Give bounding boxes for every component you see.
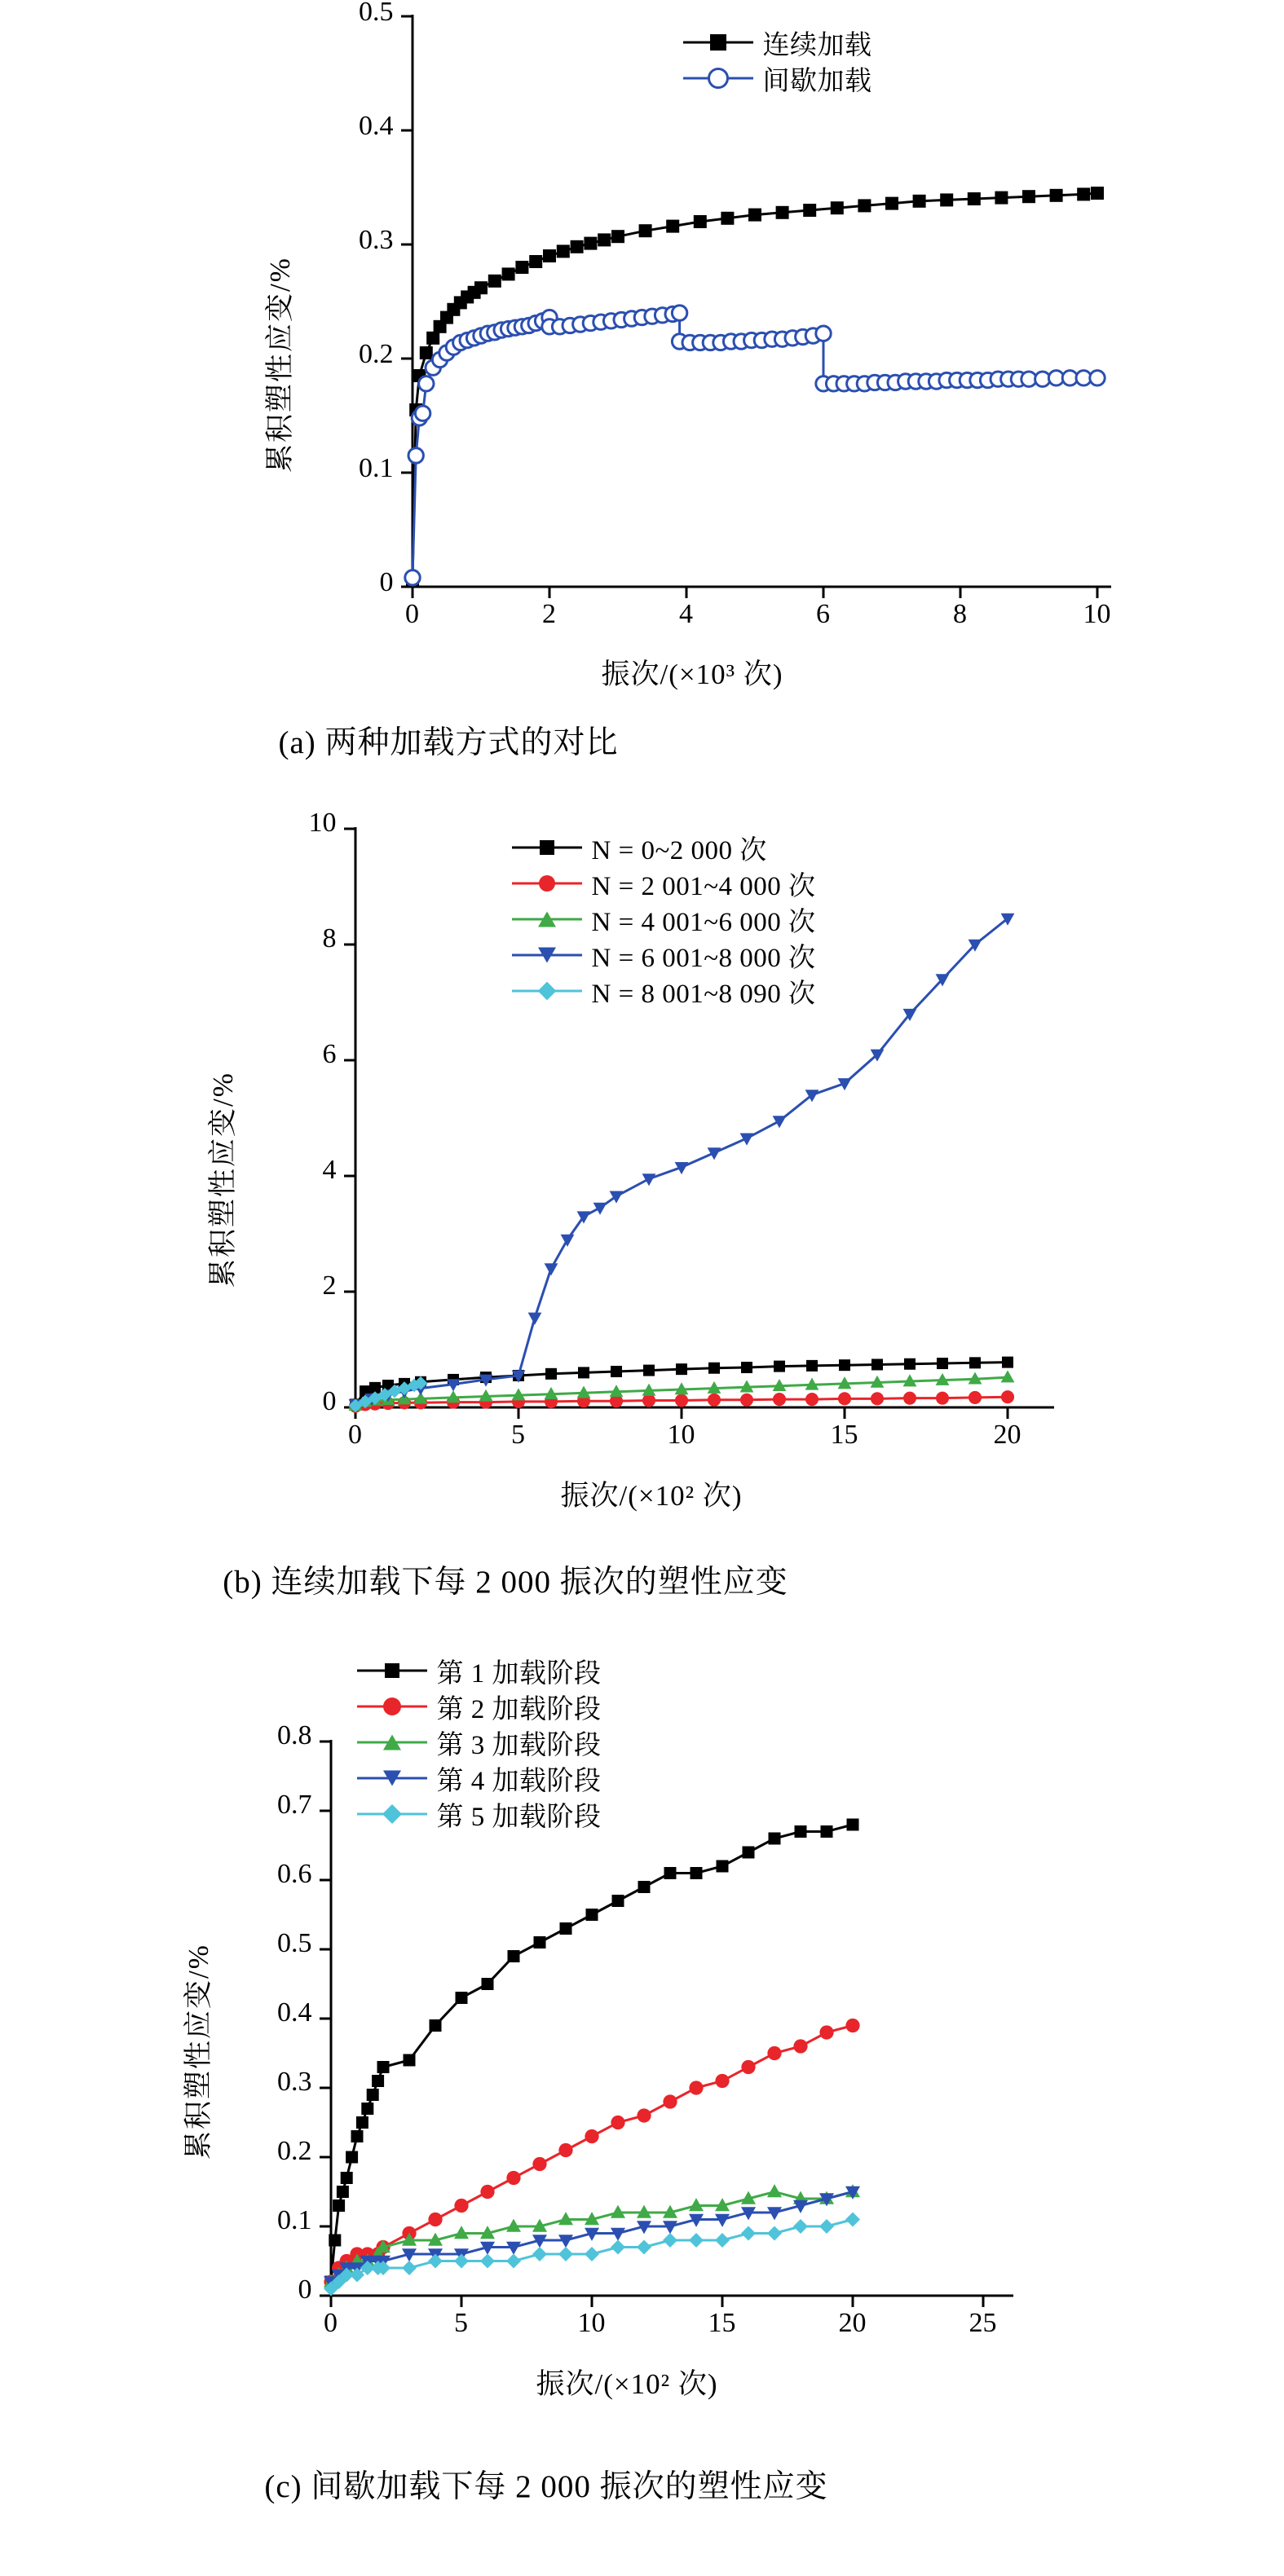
figure-b-xtick: 5 (511, 1420, 525, 1450)
figure-c-xtick: 15 (708, 2308, 736, 2338)
legend-marker-square-icon (683, 24, 753, 60)
figure-b-xtick: 0 (348, 1420, 362, 1450)
legend-item (357, 1653, 602, 1689)
legend-marker-triangle-down-icon (357, 1760, 427, 1796)
legend-marker-square-icon (357, 1653, 427, 1689)
figure-c-xtick: 25 (969, 2308, 997, 2338)
figure-c-plot (113, 1638, 1172, 2339)
legend-item (512, 830, 816, 865)
figure-b-ytick: 8 (322, 923, 337, 953)
figure-c-ytick: 0.6 (277, 1859, 312, 1889)
figure-c-ytick: 0 (298, 2274, 312, 2305)
legend-label: 连续加载 (762, 30, 872, 60)
figure-b-ytick: 2 (322, 1270, 337, 1301)
legend-marker-diamond-icon (512, 973, 582, 1009)
legend-marker-triangle-down-icon (512, 937, 582, 973)
legend-label: N = 4 001~6 000 次 (591, 907, 816, 937)
figure-a-xtick: 4 (679, 599, 693, 629)
figure-a-x-axis-label: 振次/(×10³ 次) (601, 658, 783, 690)
figure-b (0, 799, 1284, 1638)
series-1 (404, 306, 1104, 585)
figure-c-xtick: 20 (838, 2308, 867, 2338)
legend-label: 第 2 加载阶段 (436, 1694, 602, 1724)
figure-a-y-axis-label: 累积塑性应变/% (263, 257, 296, 473)
figure-c-y-axis-label: 累积塑性应变/% (182, 1944, 214, 2160)
legend-label: 第 5 加载阶段 (436, 1802, 602, 1832)
figure-a-xtick: 8 (953, 599, 967, 629)
figure-b-y-axis-label: 累积塑性应变/% (206, 1072, 239, 1288)
legend-label: 第 3 加载阶段 (436, 1730, 602, 1760)
figure-a-legend (683, 24, 872, 96)
figure-c-x-axis-label: 振次/(×10² 次) (536, 2368, 718, 2400)
legend-item (357, 1760, 602, 1796)
figure-a-xtick: 0 (405, 599, 419, 629)
legend-item (683, 60, 872, 96)
legend-marker-diamond-icon (357, 1796, 427, 1832)
figure-a-xtick: 10 (1083, 599, 1111, 629)
figure-c-xtick: 10 (577, 2308, 606, 2338)
legend-item (512, 901, 816, 937)
figure-a (0, 0, 1284, 799)
figure-b-caption: (b) 连续加载下每 2 000 振次的塑性应变 (223, 1565, 788, 1600)
legend-label: N = 2 001~4 000 次 (591, 871, 816, 901)
figure-b-x-axis-label: 振次/(×10² 次) (560, 1480, 743, 1512)
figure-b-ytick: 0 (322, 1386, 337, 1416)
figure-a-ytick: 0.1 (359, 453, 394, 483)
figure-a-ytick: 0.3 (359, 225, 394, 255)
legend-label: 间歇加载 (762, 66, 872, 96)
figure-a-xtick: 2 (542, 599, 556, 629)
figure-c-xtick: 5 (454, 2308, 468, 2338)
legend-item (357, 1724, 602, 1760)
legend-item (512, 973, 816, 1009)
legend-label: N = 8 001~8 090 次 (591, 979, 816, 1009)
figure-b-xtick: 15 (830, 1420, 858, 1450)
legend-marker-triangle-up-icon (357, 1724, 427, 1760)
figure-a-ytick: 0.4 (359, 111, 394, 141)
legend-marker-triangle-up-icon (512, 901, 582, 937)
figure-b-ytick: 10 (308, 808, 337, 838)
figure-c-ytick: 0.5 (277, 1928, 312, 1958)
legend-item (357, 1689, 602, 1724)
figure-b-legend (512, 830, 816, 1009)
legend-label: 第 1 加载阶段 (436, 1658, 602, 1689)
figure-c-legend (357, 1653, 602, 1832)
legend-item (357, 1796, 602, 1832)
figure-a-series-group (404, 187, 1104, 588)
legend-label: 第 4 加载阶段 (436, 1766, 602, 1796)
legend-marker-circle-open-icon (683, 60, 753, 96)
legend-item (512, 865, 816, 901)
figure-a-ytick: 0.2 (359, 339, 394, 369)
figure-a-ytick: 0 (379, 567, 394, 597)
legend-label: N = 6 001~8 000 次 (591, 943, 816, 973)
figure-c-ytick: 0.8 (277, 1720, 312, 1750)
legend-item (512, 937, 816, 973)
figure-c-xtick: 0 (324, 2308, 338, 2338)
legend-marker-square-icon (512, 830, 582, 865)
figure-c-series-group (324, 1819, 860, 2296)
legend-item (683, 24, 872, 60)
figure-c-ytick: 0.7 (277, 1790, 312, 1820)
figure-b-xtick: 10 (667, 1420, 695, 1450)
figure-c (0, 1638, 1284, 2567)
figure-c-caption: (c) 间歇加载下每 2 000 振次的塑性应变 (264, 2469, 828, 2504)
legend-marker-circle-icon (512, 865, 582, 901)
figure-b-xtick: 20 (993, 1420, 1021, 1450)
figure-b-ytick: 4 (322, 1155, 337, 1185)
figure-c-ytick: 0.3 (277, 2067, 312, 2097)
figure-a-xtick: 6 (816, 599, 830, 629)
figure-b-ytick: 6 (322, 1039, 337, 1069)
figure-c-ytick: 0.4 (277, 1997, 312, 2028)
legend-marker-circle-icon (357, 1689, 427, 1724)
legend-label: N = 0~2 000 次 (591, 835, 767, 865)
figure-c-ytick: 0.1 (277, 2205, 312, 2235)
figure-c-ytick: 0.2 (277, 2136, 312, 2166)
figure-a-ytick: 0.5 (359, 0, 394, 27)
figure-a-caption: (a) 两种加载方式的对比 (278, 725, 619, 760)
